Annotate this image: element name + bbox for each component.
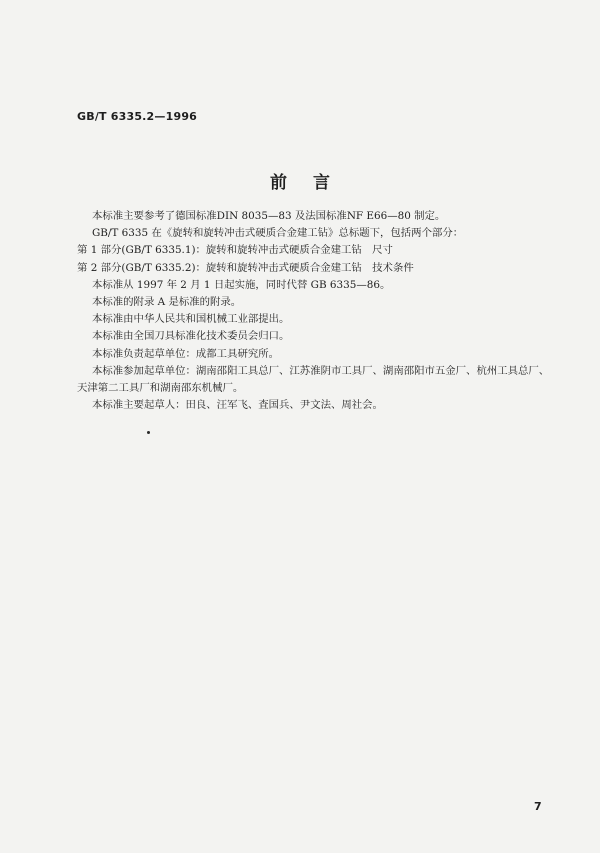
paragraph: 本标准的附录 A 是标准的附录。 [92,296,242,309]
paragraph: 本标准从 1997 年 2 月 1 日起实施，同时代替 GB 6335—86。 [92,278,391,291]
paragraph: 本标准负责起草单位：成都工具研究所。 [92,347,280,360]
page-title: 前言 [270,173,356,193]
paragraph: 本标准主要起草人：田良、汪军飞、査国兵、尹文法、周社会。 [92,399,383,412]
paragraph: 本标准由全国刀具标准化技术委员会归口。 [92,330,290,343]
paragraph: 本标准主要参考了德国标准DIN 8035—83 及法国标准NF E66—80 制定。 [92,210,446,222]
page-number: 7 [534,800,542,813]
paragraph: 本标准由中华人民共和国机械工业部提出。 [92,313,290,326]
paragraph: 天津第二工具厂和湖南邵东机械厂。 [77,382,244,395]
scan-speck [147,431,150,434]
paragraph: 本标准参加起草单位：湖南邵阳工具总厂、江苏淮阴市工具厂、湖南邵阳市五金厂、杭州工具总厂、 [92,364,550,377]
paragraph: GB/T 6335 在《旋转和旋转冲击式硬质合金建工钻》总标题下，包括两个部分： [92,227,464,240]
paragraph: 第 2 部分(GB/T 6335.2)：旋转和旋转冲击式硬质合金建工钻 技术条件 [77,261,414,274]
paragraph: 第 1 部分(GB/T 6335.1)：旋转和旋转冲击式硬质合金建工钻 尺寸 [77,244,393,257]
foreword-body [77,208,550,414]
standard-number: GB/T 6335.2—1996 [77,110,198,123]
